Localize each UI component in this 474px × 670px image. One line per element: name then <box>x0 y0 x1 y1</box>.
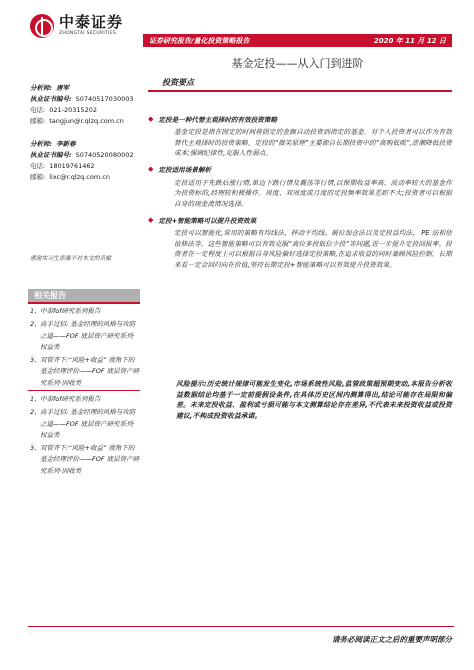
diamond-bullet-icon: ◆ <box>148 165 154 173</box>
analyst-label: 分析师: <box>30 84 53 92</box>
phone-number: 021-20315202 <box>49 105 98 114</box>
email-label: 邮箱: <box>30 117 46 125</box>
report-date: 2020 年 11 月 12 日 <box>373 36 446 45</box>
acknowledgement: 感谢实习生邢豫平对本文的贡献 <box>30 256 112 262</box>
related-reports-list <box>30 306 140 391</box>
email-address[interactable]: tangjun@r.qlzq.com.cn <box>49 116 124 125</box>
footer-disclaimer: 请务必阅读正文之后的重要声明部分 <box>332 635 452 644</box>
cert-label: 执业证书编号: <box>30 151 72 159</box>
analyst-label: 分析师: <box>30 140 53 148</box>
related-reports-title: 相关报告 <box>28 289 140 302</box>
phone-number: 18019761462 <box>49 161 95 170</box>
cert-number: S0740520080002 <box>75 150 134 159</box>
analyst-panel <box>30 82 140 194</box>
risk-warning: 风险提示:历史统计规律可能发生变化,市场系统性风险,监管政策超预期变动,本报告分析收益数据结论均基于一定前提假设条件,在具体历史区间内测算得出,结论可能存在局限和偏差。未来定投收益、盈利或亏损可能与本文测算结论存在差异,不代表未来投资收益或投资建议,不构成投资收益承诺。 <box>176 380 452 420</box>
cert-number: S0740517030003 <box>75 94 134 103</box>
related-divider <box>28 302 140 304</box>
cert-label: 执业证书编号: <box>30 95 72 103</box>
point-body: 基金定投是指在固定的时间将固定的金额自动投资到指定的基金。对个人投资者可以作为有效替代主观择时的投资策略。定投的“微笑原理”主要源自长期投资中的“高购低吸”,逆潮降低投资成本;强调纪律性,克服人性弱点。 <box>174 128 452 157</box>
related-bottom-divider <box>28 390 140 391</box>
logo-name-en: ZHONGTAI SECURITIES <box>59 31 117 37</box>
related-report-item[interactable]: 2、 高手过招: 基金经理的风格与攻防之道——FOF 底层资产研究系列·权益类 <box>30 320 136 351</box>
point-heading: ◆ 定投是一种代替主观择时的有效投资策略 <box>148 114 278 124</box>
analyst-block <box>30 82 140 126</box>
phone-label: 电话: <box>30 106 46 114</box>
analyst-name: 唐军 <box>56 84 70 92</box>
key-points <box>148 114 452 276</box>
related-report-item[interactable]: 3、 双管齐下:“风险+收益” 视角下的基金经理评价——FOF 底层资产研究系列·固收类 <box>30 444 140 475</box>
analyst-block <box>30 138 140 182</box>
report-category: 证券研究报告/量化投资策略报告 <box>149 36 250 45</box>
related-report-item[interactable]: 3、 双管齐下:“风险+收益” 视角下的基金经理评价——FOF 底层资产研究系列·固收类 <box>30 356 140 387</box>
related-reports-list-2 <box>30 394 140 479</box>
diamond-bullet-icon: ◆ <box>148 114 154 123</box>
diamond-bullet-icon: ◆ <box>148 215 154 224</box>
report-title: 基金定投——从入门到进阶 <box>231 57 364 70</box>
summary-divider <box>148 90 452 92</box>
footer-divider <box>28 626 454 627</box>
related-report-item[interactable]: 1、 中泰fof研究系列报告 <box>30 307 101 315</box>
company-logo <box>30 14 123 38</box>
related-report-item[interactable]: 1、 中泰fof研究系列报告 <box>30 395 101 403</box>
email-address[interactable]: lixc@r.qlzq.com.cn <box>49 172 110 181</box>
related-report-item[interactable]: 2、 高手过招: 基金经理的风格与攻防之道——FOF 底层资产研究系列·权益类 <box>30 408 136 439</box>
point-heading: ◆ 定投适用场景解析 <box>148 165 212 174</box>
analyst-name: 李新春 <box>56 140 76 148</box>
point-heading: ◆ 定投+智能策略可以提升投资效果 <box>148 215 257 225</box>
logo-emblem-icon <box>30 14 54 38</box>
report-header-bar <box>143 34 452 47</box>
point-body: 定投可以智能化,常用的策略有均线法、移动平均线、破位加仓法以及定投益均法、 PE 法和估值修法等。这些智能策略可以有效克服“高位多投低位少投”等问题,进一步提升定投回报率。投资者在一定程度上可以根据自身风险偏好选择定投策略,在追求收益的同时兼顾风险控制。长期来看一定会回归向在价值,坚持长期定投+智能策略可以有效提升投资效果。 <box>174 229 452 269</box>
email-label: 邮箱: <box>30 173 46 181</box>
logo-name-cn: 中泰证券 <box>59 13 124 32</box>
point-body: 定投适用于先跌后涨行情,单边下跌行情及震荡等行情,以预期收益率高、波动率较大的基金作为投资标的,经理较积极操作。周度、双周度或月度的定投频率效果差距不大;投资者可以根据自身的现金流情况选择。 <box>174 178 452 208</box>
summary-title: 投资要点 <box>162 77 194 87</box>
phone-label: 电话: <box>30 162 46 170</box>
